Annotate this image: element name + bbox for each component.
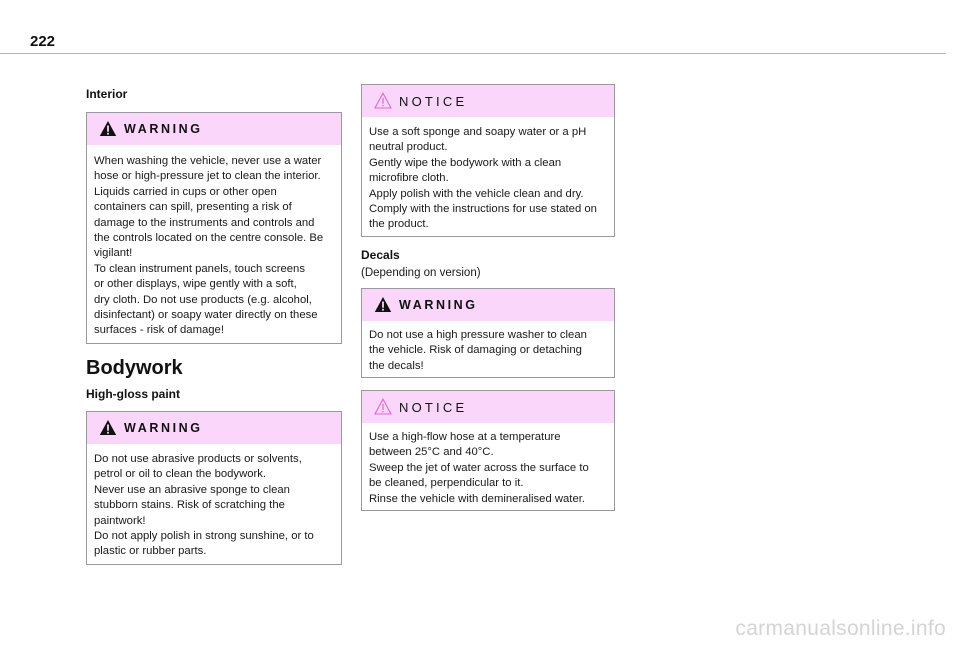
- top-divider: [0, 53, 946, 54]
- text-line: Gently wipe the bodywork with a clean: [369, 156, 562, 169]
- warning-body: [362, 321, 614, 382]
- high-gloss-paint-heading: High-gloss paint: [86, 387, 180, 401]
- text-line: Do not use abrasive products or solvents,: [94, 453, 302, 465]
- warning-header: [87, 412, 341, 444]
- text-line: dry cloth. Do not use products (e.g. alcohol,: [94, 293, 312, 306]
- text-line: plastic or rubber parts.: [94, 545, 207, 558]
- notice-triangle-icon: [374, 398, 392, 415]
- bodywork-heading: Bodywork: [86, 357, 183, 379]
- notice-body: [362, 117, 614, 241]
- warning-box-paint: [86, 411, 342, 565]
- notice-header: [362, 391, 614, 423]
- text-line: disinfectant) or soapy water directly on these: [94, 309, 318, 322]
- text-line: Sweep the jet of water across the surface to: [369, 461, 589, 474]
- text-line: the controls located on the centre console. Be: [94, 232, 324, 245]
- text-line: the decals!: [369, 359, 424, 372]
- notice-label: NOTICE: [399, 93, 468, 109]
- warning-body: [87, 145, 341, 347]
- notice-triangle-icon: [374, 92, 392, 109]
- text-line: or other displays, wipe gently with a soft,: [94, 278, 297, 291]
- text-line: Apply polish with the vehicle clean and dry.: [369, 187, 584, 200]
- text-line: hose or high-pressure jet to clean the interior.: [94, 170, 321, 183]
- text-line: Liquids carried in cups or other open: [94, 185, 277, 198]
- text-line: vigilant!: [94, 247, 133, 260]
- warning-header: [87, 113, 341, 145]
- text-line: Use a soft sponge and soapy water or a pH: [369, 126, 587, 138]
- warning-body: [87, 444, 341, 568]
- text-line: To clean instrument panels, touch screens: [94, 262, 305, 275]
- notice-box-paint: [361, 84, 615, 237]
- text-line: paintwork!: [94, 514, 146, 527]
- decals-heading: Decals: [361, 248, 400, 262]
- text-line: petrol or oil to clean the bodywork.: [94, 468, 267, 481]
- decals-subtitle: (Depending on version): [361, 267, 481, 279]
- text-line: damage to the instruments and controls and: [94, 216, 315, 229]
- text-line: surfaces - risk of damage!: [94, 324, 224, 337]
- text-line: the vehicle. Risk of damaging or detaching: [369, 344, 582, 357]
- warning-label: WARNING: [124, 122, 203, 136]
- warning-triangle-icon: [99, 419, 117, 436]
- warning-triangle-icon: [374, 296, 392, 313]
- warning-label: WARNING: [399, 298, 478, 312]
- notice-label: NOTICE: [399, 399, 468, 415]
- interior-heading: Interior: [86, 87, 128, 101]
- text-line: Do not use a high pressure washer to clean: [369, 329, 587, 341]
- page-number: 222: [30, 33, 56, 50]
- notice-box-decals: [361, 390, 615, 511]
- text-line: be cleaned, perpendicular to it.: [369, 477, 524, 490]
- text-line: Do not apply polish in strong sunshine, or to: [94, 530, 314, 543]
- notice-header: [362, 85, 614, 117]
- text-line: the product.: [369, 218, 429, 231]
- warning-triangle-icon: [99, 120, 117, 137]
- watermark: carmanualsonline.info: [735, 617, 946, 640]
- notice-body: [362, 423, 614, 515]
- text-line: neutral product.: [369, 141, 448, 154]
- warning-box-decals: [361, 288, 615, 378]
- warning-label: WARNING: [124, 421, 203, 435]
- text-line: Never use an abrasive sponge to clean: [94, 483, 290, 496]
- text-line: Use a high-flow hose at a temperature: [369, 431, 561, 443]
- warning-box-interior: [86, 112, 342, 344]
- warning-header: [362, 289, 614, 321]
- text-line: between 25°C and 40°C.: [369, 446, 494, 459]
- text-line: stubborn stains. Risk of scratching the: [94, 499, 285, 512]
- text-line: When washing the vehicle, never use a water: [94, 155, 322, 167]
- text-line: containers can spill, presenting a risk of: [94, 201, 292, 214]
- text-line: Comply with the instructions for use stated on: [369, 203, 597, 216]
- text-line: microfibre cloth.: [369, 172, 449, 185]
- text-line: Rinse the vehicle with demineralised water.: [369, 492, 586, 505]
